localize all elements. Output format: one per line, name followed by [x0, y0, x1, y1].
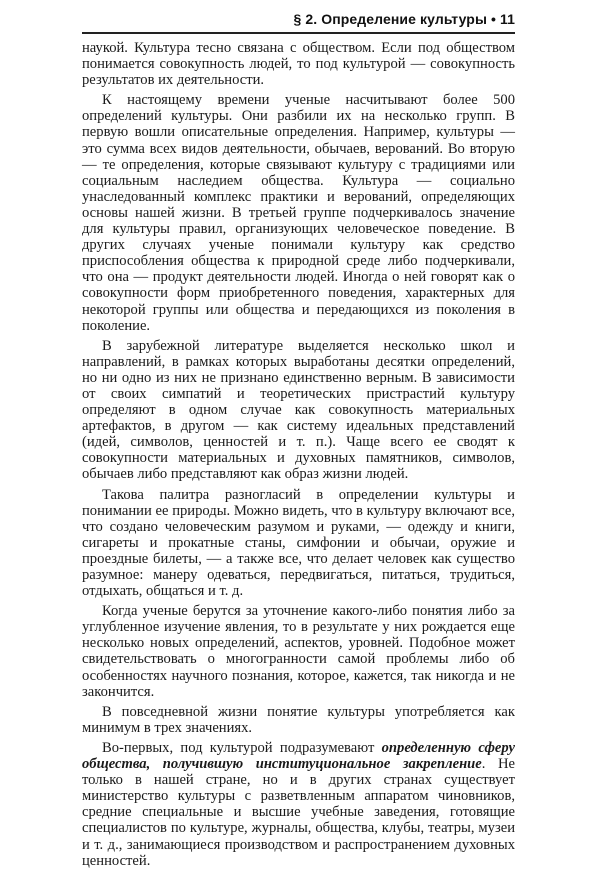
paragraph: Такова палитра разногласий в определении культуры и понимании ее природы. Можно видеть, что в культуру включают все, что создано человеческим разумом и руками, — одежду и книги, сигареты и прокатные станы, симфонии и обычаи, оружие и проездные билеты, — а также все, что делает человек как существо разумное: манеру одеваться, передвигаться, питаться, трудиться, отдыхать, общаться и т. д.: [82, 486, 515, 600]
paragraph-text-lead: Во-первых, под культурой подразумевают: [102, 739, 382, 756]
paragraph: наукой. Культура тесно связана с обществом. Если под обществом понимается совокупность людей, то под культурой — совокупность результатов их деятельности.: [82, 40, 515, 89]
paragraph: В зарубежной литературе выделяется несколько школ и направлений, в рамках которых выработаны десятки определений, но ни одно из них не признано единственно верным. В зависимости от своих симпатий и теоретических пристрастий культуру определяют в одном случае как совокупность материальных артефактов, в другом — как систему идеальных представлений (идей, символов, ценностей и т. п.). Чаще всего ее сводят к совокупности материальных и духовных памятников, символов, обычаев либо представляют как образ жизни людей.: [82, 337, 515, 483]
paragraph-text-rest: . Не только в нашей стране, но и в других странах существует министерство культуры с разветвленным аппаратом чиновников, средние специальные и высшие учебные заведения, готовящие специалистов по культуре, журналы, общества, клубы, театры, музеи и т. д., занимающиеся производством и распространением духовных ценностей.: [82, 756, 515, 869]
paragraph: [82, 740, 515, 869]
page-body: [82, 40, 515, 873]
paragraph: В повседневной жизни понятие культуры употребляется как минимум в трех значениях.: [82, 703, 515, 736]
running-header-title: § 2. Определение культуры • 11: [293, 11, 515, 27]
emphasized-phrase: определенную сферу общества, получившую институциональное закрепление: [82, 739, 515, 773]
paragraph: К настоящему времени ученые насчитывают более 500 определений культуры. Они разбили их на несколько групп. В первую вошли описательные определения. Например, культуры — это сумма всех видов деятельности, обычаев, верований. Во вторую — те определения, которые связывают культуру с традициями или социальным наследием общества. Культура — социально унаследованный комплекс практики и верований, определяющих основы нашей жизни. В третьей группе подчеркивалось значение для культуры правил, организующих человеческое поведение. В других случаях ученые понимали культуру как средство приспособления общества к природной среде либо подчеркивали, что она — продукт деятельности людей. Иногда о ней говорят как о совокупности форм приобретенного поведения, характерных для некоторой группы или общества и передающихся из поколения в поколение.: [82, 92, 515, 334]
paragraph: Когда ученые берутся за уточнение какого-либо понятия либо за углубленное изучение явления, то в результате у них рождается еще несколько новых определений, аспектов, уровней. Подобное может свидетельствовать о многогранности самой проблемы либо об особенностях научного познания, которое, кажется, так никогда и не закончится.: [82, 603, 515, 700]
running-header: [82, 6, 515, 34]
